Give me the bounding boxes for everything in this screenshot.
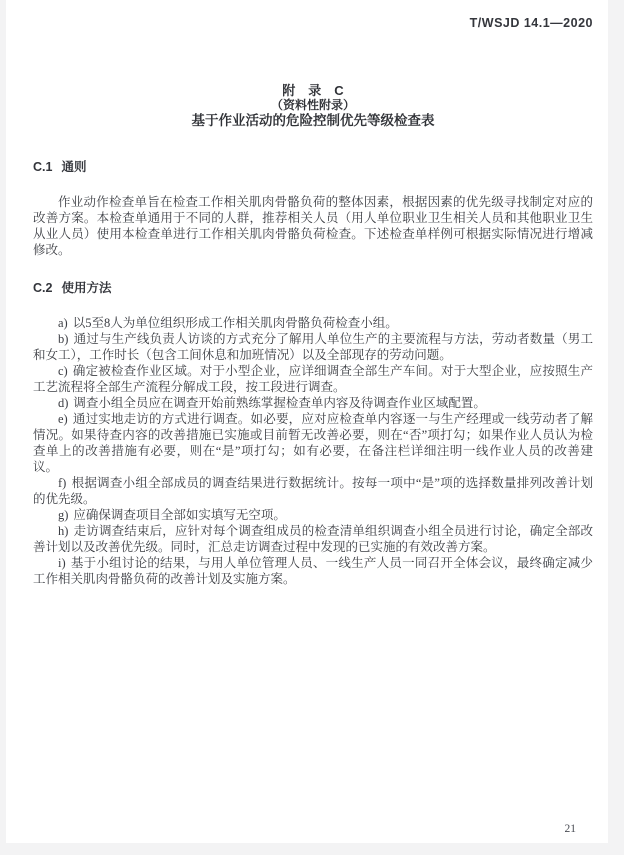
list-item-g-marker: g) <box>58 508 69 522</box>
list-item-f <box>33 475 593 507</box>
list-item-c-text: 确定被检查作业区域。对于小型企业，应详细调查全部生产车间。对于大型企业，应按照生产工艺流程将全部生产流程分解成工段，按工段进行调查。 <box>33 364 593 394</box>
section-c2-title: 使用方法 <box>61 281 112 295</box>
list-item-e <box>33 411 593 475</box>
standard-number: T/WSJD 14.1—2020 <box>469 16 593 30</box>
list-item-d-marker: d) <box>58 396 69 410</box>
appendix-label: 附 录 C <box>282 83 344 98</box>
section-c2 <box>33 281 593 587</box>
section-c2-number: C.2 <box>33 281 53 295</box>
section-c1-title: 通则 <box>61 160 87 174</box>
page-number: 21 <box>564 823 576 835</box>
list-item-f-text: 根据调查小组全部成员的调查结果进行数据统计。按每一项中“是”项的选择数量排列改善计划的优先级。 <box>33 476 593 506</box>
page-header <box>33 16 593 31</box>
list-item-a-marker: a) <box>58 316 68 330</box>
list-item-c-marker: c) <box>58 364 68 378</box>
section-c2-heading <box>33 281 593 296</box>
list-item-f-marker: f) <box>58 476 67 490</box>
appendix-type: （资料性附录） <box>270 98 355 112</box>
list-item-h-marker: h) <box>58 524 69 538</box>
appendix-title-block <box>33 83 593 129</box>
list-item-g <box>33 507 593 523</box>
list-item-i-marker: i) <box>58 556 66 570</box>
list-item-b <box>33 331 593 363</box>
document-page <box>6 0 608 843</box>
list-item-b-marker: b) <box>58 332 69 346</box>
page-content <box>6 0 608 587</box>
list-item-h-text: 走访调查结束后，应针对每个调查组成员的检查清单组织调查小组全员进行讨论，确定全部改善计划以及改善优先级。同时，汇总走访调查过程中发现的已实施的有效改善方案。 <box>33 524 593 554</box>
list-item-b-text: 通过与生产线负责人访谈的方式充分了解用人单位生产的主要流程与方法，劳动者数量（男工和女工），工作时长（包含工间休息和加班情况）以及全部现存的劳动问题。 <box>33 332 593 362</box>
list-item-h <box>33 523 593 555</box>
section-c1-paragraph: 作业动作检查单旨在检查工作相关肌肉骨骼负荷的整体因素，根据因素的优先级寻找制定对应的改善方案。本检查单通用于不同的人群，推荐相关人员（用人单位职业卫生相关人员和其他职业卫生从业人员）使用本检查单进行工作相关肌肉骨骼负荷检查。下述检查单样例可根据实际情况进行增减修改。 <box>33 195 593 257</box>
list-item-g-text: 应确保调查项目全部如实填写无空项。 <box>73 508 286 522</box>
method-steps-list <box>33 315 593 587</box>
list-item-e-marker: e) <box>58 412 68 426</box>
list-item-d-text: 调查小组全员应在调查开始前熟练掌握检查单内容及待调查作业区域配置。 <box>73 396 486 410</box>
list-item-i-text: 基于小组讨论的结果，与用人单位管理人员、一线生产人员一同召开全体会议，最终确定减少工作相关肌肉骨骼负荷的改善计划及实施方案。 <box>33 556 593 586</box>
page-footer <box>565 823 577 835</box>
list-item-i <box>33 555 593 587</box>
list-item-c <box>33 363 593 395</box>
list-item-d <box>33 395 593 411</box>
list-item-a <box>33 315 593 331</box>
section-c1-number: C.1 <box>33 160 53 174</box>
section-c1-heading <box>33 160 593 175</box>
list-item-a-text: 以5至8人为单位组织形成工作相关肌肉骨骼负荷检查小组。 <box>72 316 398 330</box>
section-c1 <box>33 160 593 258</box>
list-item-e-text: 通过实地走访的方式进行调查。如必要，应对应检查单内容逐一与生产经理或一线劳动者了解情况。如果待查内容的改善措施已实施或目前暂无改善必要，则在“否”项打勾；如果作业人员认为检查单上的改善措施有必要，则在“是”项打勾；如有必要，在备注栏详细注明一线作业人员的改善建议。 <box>33 412 593 474</box>
appendix-title: 基于作业活动的危险控制优先等级检查表 <box>191 113 435 128</box>
